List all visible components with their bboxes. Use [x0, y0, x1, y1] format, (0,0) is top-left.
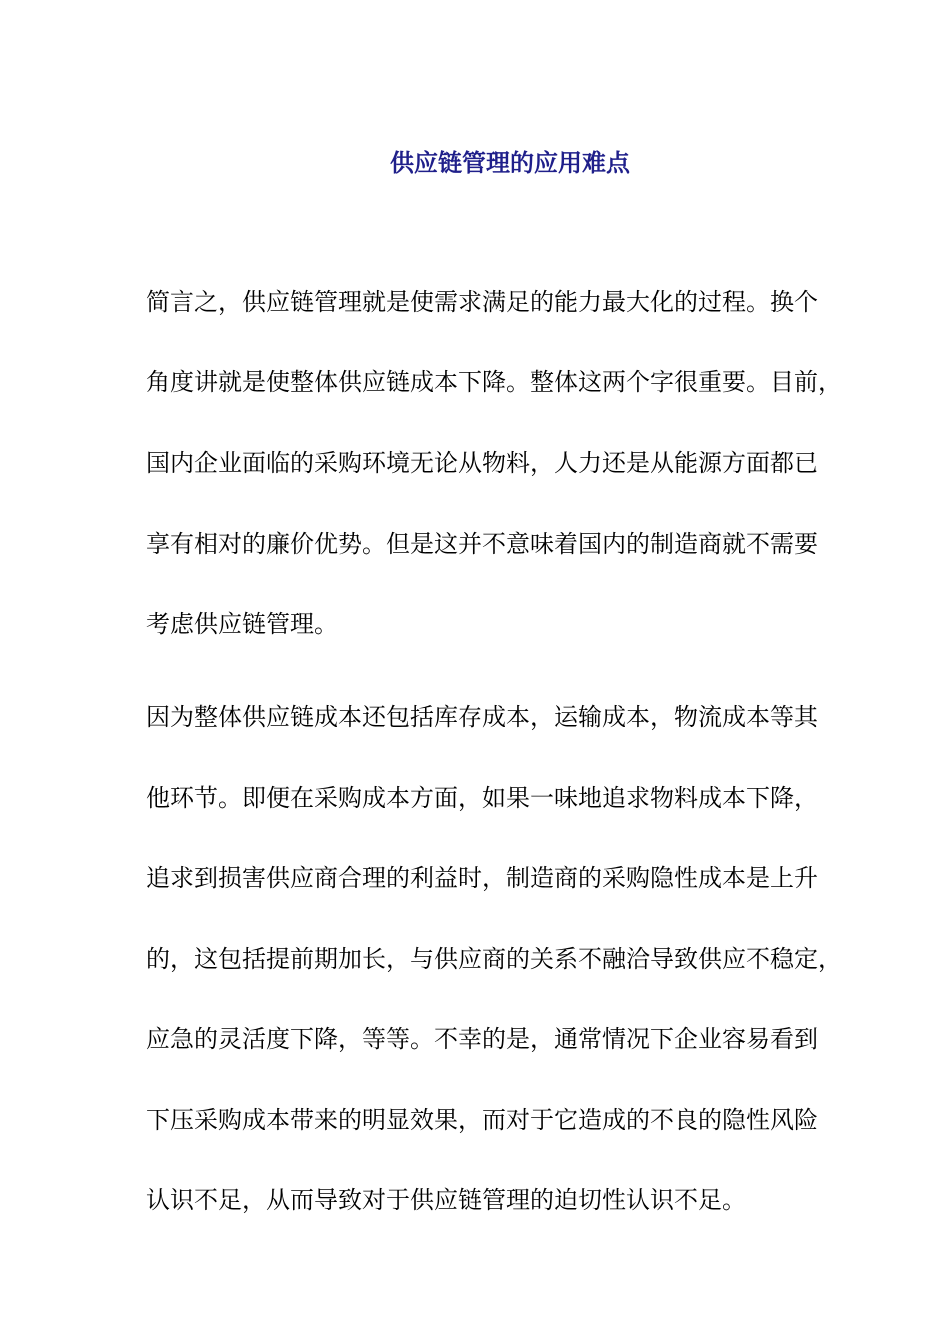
- paragraph-2-line-6: 下压采购成本带来的明显效果，而对于它造成的不良的隐性风险: [146, 1106, 818, 1134]
- paragraph-1-line-2: 角度讲就是使整体供应链成本下降。整体这两个字很重要。目前，: [146, 368, 842, 396]
- paragraph-2-line-5: 应急的灵活度下降，等等。不幸的是，通常情况下企业容易看到: [146, 1025, 818, 1053]
- paragraph-1-line-5: 考虑供应链管理。: [146, 610, 338, 638]
- paragraph-2-line-3: 追求到损害供应商合理的利益时，制造商的采购隐性成本是上升: [146, 864, 818, 892]
- paragraph-1-line-3: 国内企业面临的采购环境无论从物料，人力还是从能源方面都已: [146, 449, 818, 477]
- paragraph-2-line-4: 的，这包括提前期加长，与供应商的关系不融洽导致供应不稳定，: [146, 945, 842, 973]
- paragraph-2-line-1: 因为整体供应链成本还包括库存成本，运输成本，物流成本等其: [146, 703, 818, 731]
- paragraph-1-line-4: 享有相对的廉价优势。但是这并不意味着国内的制造商就不需要: [146, 530, 818, 558]
- document-title: 供应链管理的应用难点: [390, 148, 630, 177]
- paragraph-2-line-2: 他环节。即便在采购成本方面，如果一味地追求物料成本下降，: [146, 784, 818, 812]
- paragraph-2-line-7: 认识不足，从而导致对于供应链管理的迫切性认识不足。: [146, 1186, 746, 1214]
- paragraph-1-line-1: 简言之，供应链管理就是使需求满足的能力最大化的过程。换个: [146, 288, 818, 316]
